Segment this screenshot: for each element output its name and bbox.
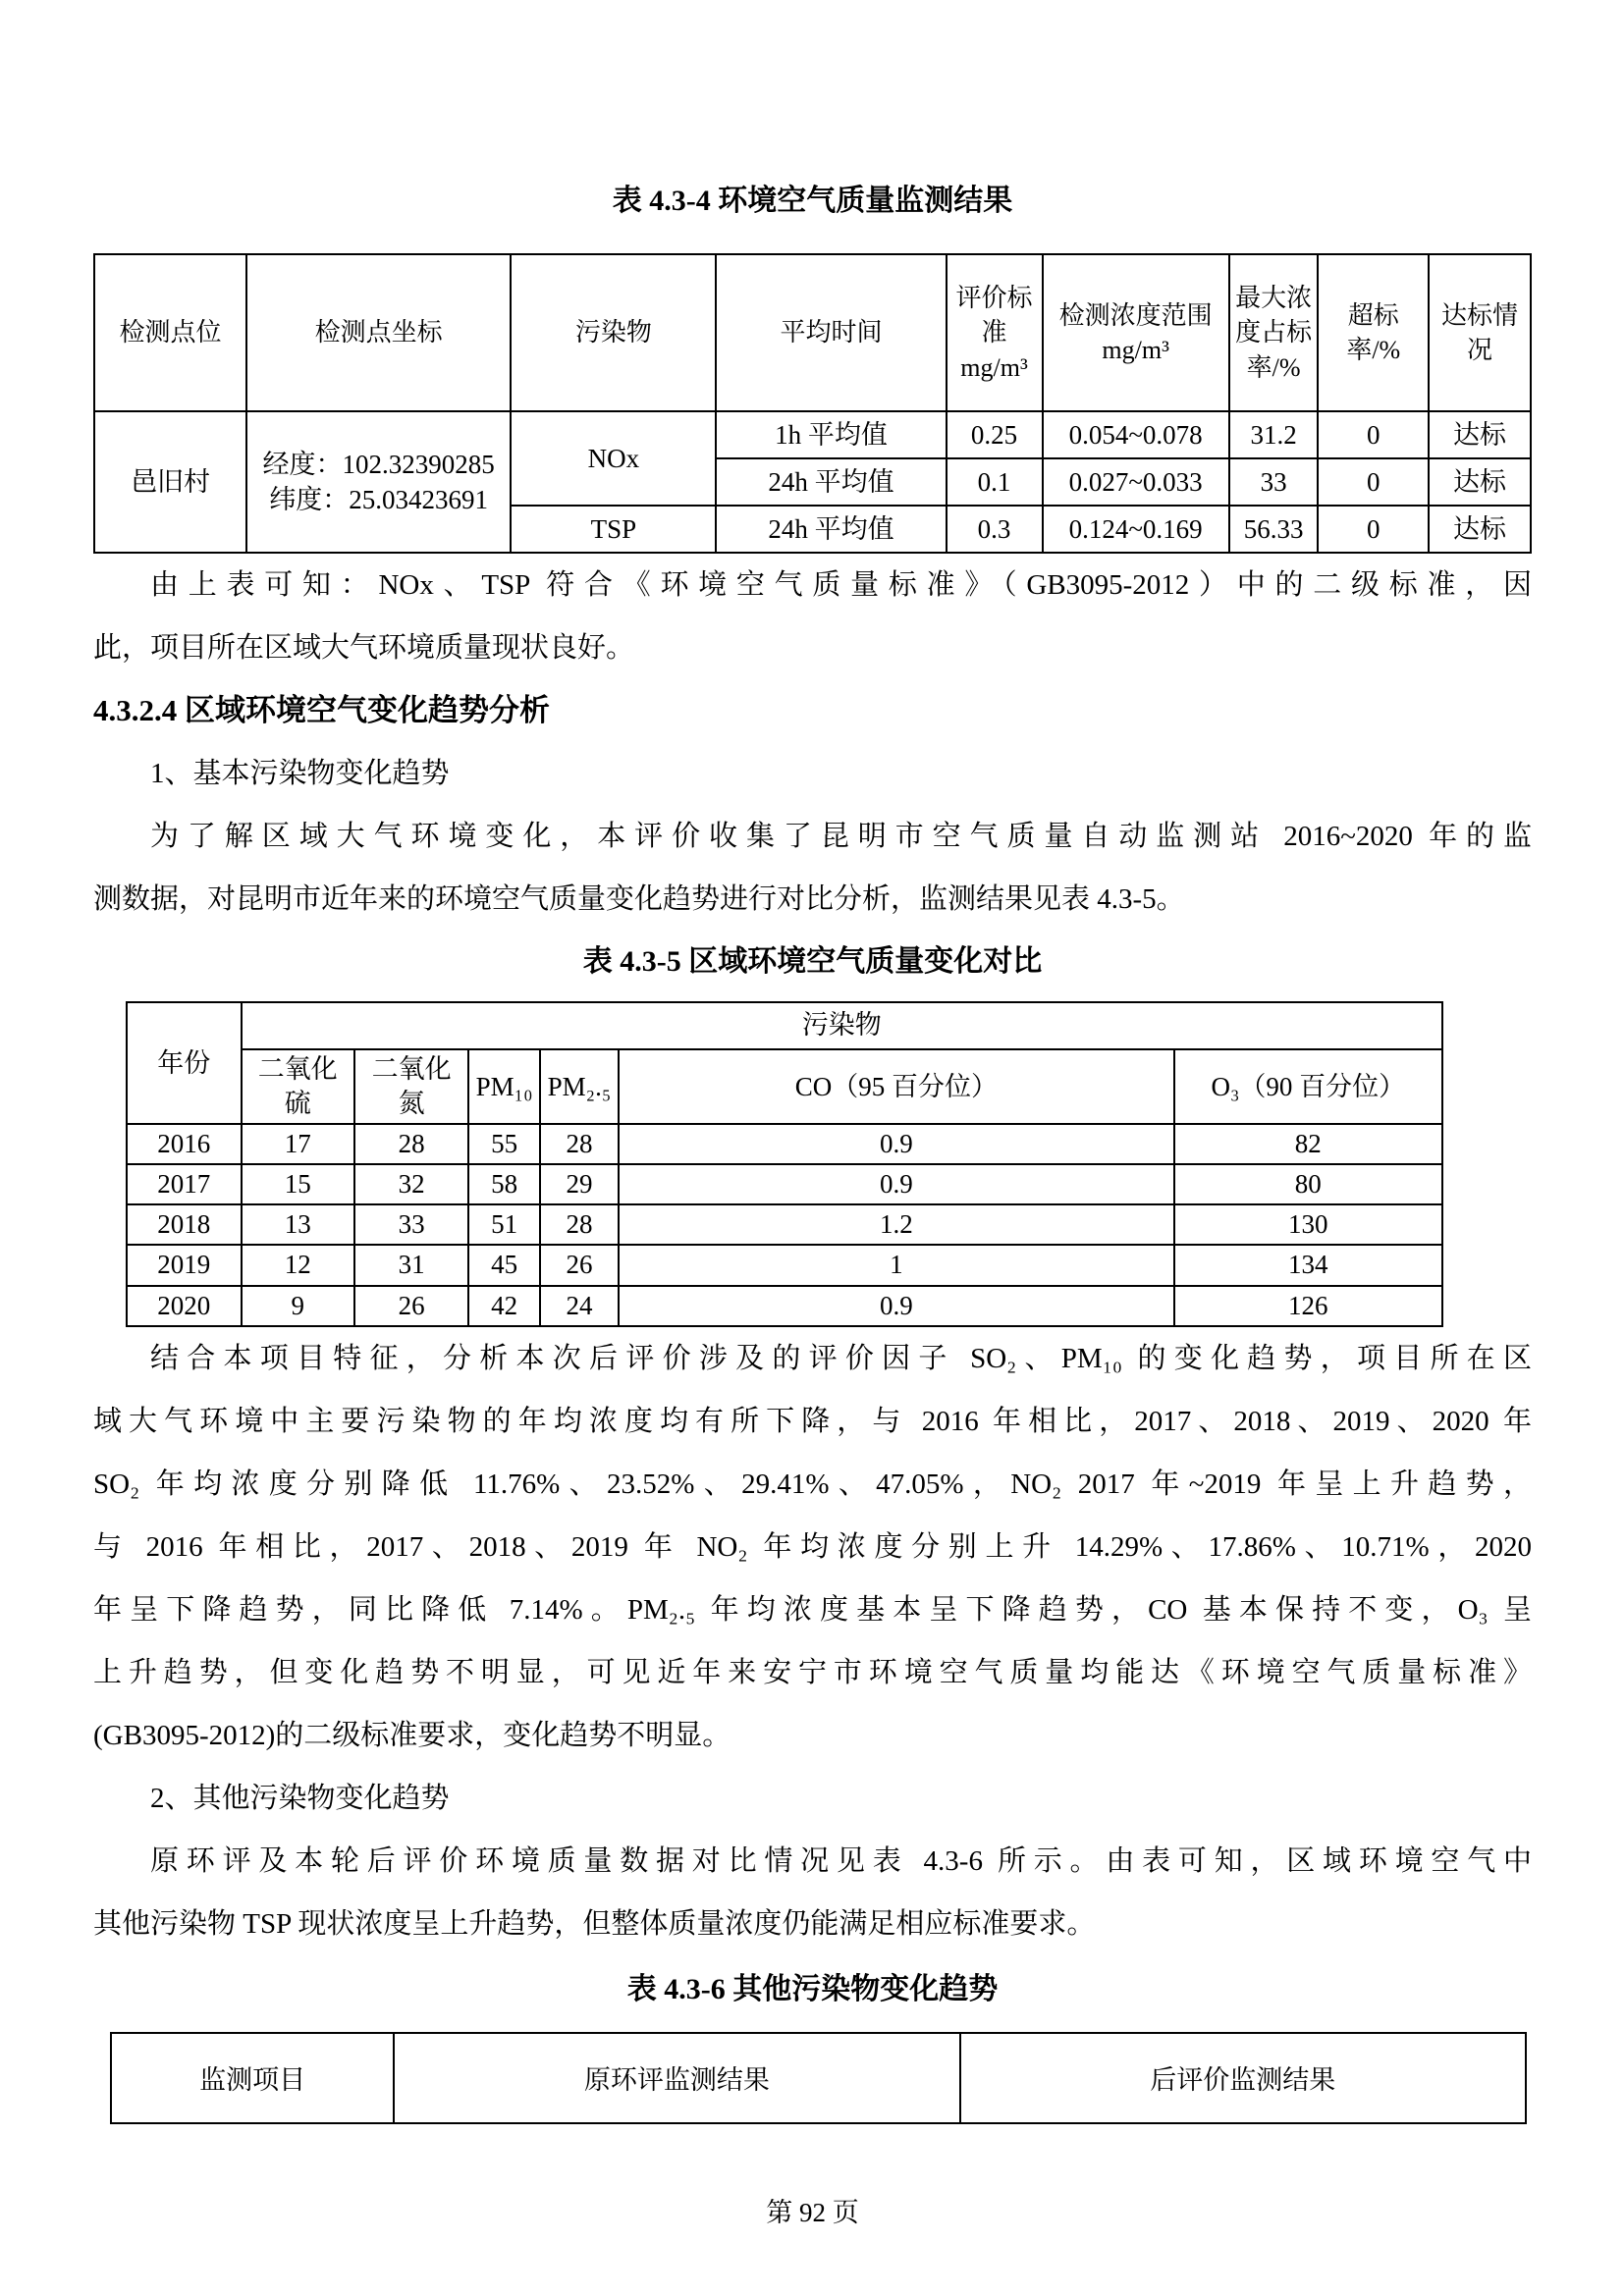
paragraph-intro xyxy=(93,805,1532,931)
header-cell: 污染物 xyxy=(511,254,716,411)
table-cell: 1 xyxy=(619,1245,1173,1285)
table-cell: 33 xyxy=(1229,458,1319,506)
paragraph-line: 其他污染物 TSP 现状浓度呈上升趋势，但整体质量浓度仍能满足相应标准要求。 xyxy=(93,1907,1096,1940)
paragraph-line: 测数据，对昆明市近年来的环境空气质量变化趋势进行对比分析，监测结果见表 4.3-5。 xyxy=(93,883,1185,915)
list-item-title: 2、其他污染物变化趋势 xyxy=(150,1782,450,1814)
table-cell: 45 xyxy=(468,1245,539,1285)
table-row xyxy=(127,1124,1442,1164)
table-row xyxy=(94,411,1531,458)
table-cell: 达标 xyxy=(1429,411,1531,458)
table-cell: 33 xyxy=(354,1204,469,1245)
table1-caption: 表 4.3-4 环境空气质量监测结果 xyxy=(612,185,1013,217)
header-cell: 监测项目 xyxy=(111,2033,394,2123)
table-row xyxy=(127,1204,1442,1245)
table-row xyxy=(127,1286,1442,1326)
table-cell: 达标 xyxy=(1429,506,1531,553)
table-subheader-row xyxy=(127,1049,1442,1124)
table-cell: 51 xyxy=(468,1204,539,1245)
header-cell: 检测浓度范围 mg/m³ xyxy=(1043,254,1229,411)
table-cell: 0 xyxy=(1318,458,1429,506)
paragraph-conclusion xyxy=(93,554,1532,679)
table-cell: 80 xyxy=(1174,1164,1442,1204)
paragraph-line: 域大气环境中主要污染物的年均浓度均有所下降，与 2016 年相比，2017、2018、2019、2020 年 xyxy=(93,1405,1532,1437)
table-cell: 2018 xyxy=(127,1204,242,1245)
paragraph-tsp xyxy=(93,1830,1532,1955)
table-cell: 26 xyxy=(354,1286,469,1326)
paragraph-line: (GB3095-2012)的二级标准要求，变化趋势不明显。 xyxy=(93,1719,731,1751)
table-cell: 2020 xyxy=(127,1286,242,1326)
list-item-title: 1、基本污染物变化趋势 xyxy=(150,758,450,789)
table-cell: 17 xyxy=(242,1124,354,1164)
table-header-row xyxy=(94,254,1531,411)
paragraph-line: 年呈下降趋势，同比降低 7.14%。PM₂.₅ 年均浓度基本呈下降趋势，CO 基本保持不变，O₃ 呈 xyxy=(93,1593,1532,1626)
table-cell: 0.1 xyxy=(947,458,1043,506)
table-cell: 0.9 xyxy=(619,1124,1173,1164)
latitude-value: 纬度：25.03423691 xyxy=(269,485,489,514)
header-cell: 年份 xyxy=(127,1002,242,1124)
header-cell: 最大浓度占标率/% xyxy=(1229,254,1319,411)
table-cell: 130 xyxy=(1174,1204,1442,1245)
table-cell: 126 xyxy=(1174,1286,1442,1326)
table-cell: 28 xyxy=(540,1124,619,1164)
table-cell: 24h 平均值 xyxy=(716,458,946,506)
table-cell: 1.2 xyxy=(619,1204,1173,1245)
table-cell: 1h 平均值 xyxy=(716,411,946,458)
paragraph-line: 为了解区域大气环境变化，本评价收集了昆明市空气质量自动监测站 2016~2020 年的监 xyxy=(150,821,1532,852)
table-cell: 31.2 xyxy=(1229,411,1319,458)
table-cell: 9 xyxy=(242,1286,354,1326)
table-cell: 42 xyxy=(468,1286,539,1326)
air-quality-monitoring-table xyxy=(93,253,1532,554)
table-cell: 58 xyxy=(468,1164,539,1204)
table-row xyxy=(127,1164,1442,1204)
paragraph-line: 与 2016 年相比，2017、2018、2019 年 NO₂ 年均浓度分别上升 14.29%、17.86%、10.71%，2020 xyxy=(93,1530,1532,1563)
table-cell: 24 xyxy=(540,1286,619,1326)
pollutant-cell: NOx xyxy=(511,411,716,506)
header-cell: 平均时间 xyxy=(716,254,946,411)
table-cell: 82 xyxy=(1174,1124,1442,1164)
header-cell: 二氧化氮 xyxy=(354,1049,469,1124)
table-cell: 2017 xyxy=(127,1164,242,1204)
table-cell: 55 xyxy=(468,1124,539,1164)
table-cell: 0 xyxy=(1318,411,1429,458)
longitude-value: 经度：102.32390285 xyxy=(262,449,495,479)
header-cell: 污染物 xyxy=(242,1002,1442,1049)
header-cell: 达标情况 xyxy=(1429,254,1531,411)
table-cell: 0.027~0.033 xyxy=(1043,458,1229,506)
paragraph-line: 由上表可知：NOx、TSP 符合《环境空气质量标准》（GB3095-2012）中的二级标准，因 xyxy=(150,569,1532,601)
site-cell: 邑旧村 xyxy=(94,411,246,553)
header-cell: 检测点坐标 xyxy=(246,254,511,411)
table-cell: 24h 平均值 xyxy=(716,506,946,553)
table-row xyxy=(127,1245,1442,1285)
table-cell: 134 xyxy=(1174,1245,1442,1285)
table-cell: 29 xyxy=(540,1164,619,1204)
table-cell: 28 xyxy=(354,1124,469,1164)
table-cell: 0.3 xyxy=(947,506,1043,553)
header-cell: PM₁₀ xyxy=(468,1049,539,1124)
header-cell: 评价标准 mg/m³ xyxy=(947,254,1043,411)
paragraph-line: 此，项目所在区域大气环境质量现状良好。 xyxy=(93,632,635,664)
table-cell: 13 xyxy=(242,1204,354,1245)
table-cell: 2016 xyxy=(127,1124,242,1164)
coordinates-cell xyxy=(246,411,511,553)
table-cell: 0 xyxy=(1318,506,1429,553)
table-cell: 达标 xyxy=(1429,458,1531,506)
table-cell: 0.25 xyxy=(947,411,1043,458)
table-cell: 15 xyxy=(242,1164,354,1204)
paragraph-analysis xyxy=(93,1327,1532,1767)
table-cell: 32 xyxy=(354,1164,469,1204)
paragraph-line: 结合本项目特征，分析本次后评价涉及的评价因子 SO₂、PM₁₀ 的变化趋势，项目所在区 xyxy=(150,1342,1532,1374)
table2-caption: 表 4.3-5 区域环境空气质量变化对比 xyxy=(582,945,1043,978)
table-cell: 56.33 xyxy=(1229,506,1319,553)
other-pollutant-trend-table xyxy=(110,2032,1527,2124)
header-cell: CO（95 百分位） xyxy=(619,1049,1173,1124)
header-cell: 后评价监测结果 xyxy=(960,2033,1526,2123)
table-cell: 0.9 xyxy=(619,1164,1173,1204)
table-cell: 26 xyxy=(540,1245,619,1285)
paragraph-line: 原环评及本轮后评价环境质量数据对比情况见表 4.3-6 所示。由表可知，区域环境空气中 xyxy=(150,1844,1532,1877)
table-cell: 2019 xyxy=(127,1245,242,1285)
table-header-row xyxy=(111,2033,1526,2123)
header-cell: 检测点位 xyxy=(94,254,246,411)
header-cell: O₃（90 百分位） xyxy=(1174,1049,1442,1124)
page-number: 第 92 页 xyxy=(766,2197,859,2227)
section-heading: 4.3.2.4 区域环境空气变化趋势分析 xyxy=(93,693,550,727)
pollutant-cell: TSP xyxy=(511,506,716,553)
paragraph-line: SO₂ 年均浓度分别降低 11.76%、23.52%、29.41%、47.05%，NO₂ 2017 年~2019 年呈上升趋势， xyxy=(93,1468,1532,1500)
header-cell: PM₂.₅ xyxy=(540,1049,619,1124)
air-quality-trend-table xyxy=(126,1001,1443,1327)
header-cell: 原环评监测结果 xyxy=(394,2033,959,2123)
table-cell: 0.9 xyxy=(619,1286,1173,1326)
paragraph-line: 上升趋势，但变化趋势不明显，可见近年来安宁市环境空气质量均能达《环境空气质量标准》 xyxy=(93,1656,1532,1688)
table-cell: 0.054~0.078 xyxy=(1043,411,1229,458)
table-header-row xyxy=(127,1002,1442,1049)
header-cell: 超标率/% xyxy=(1318,254,1429,411)
header-cell: 二氧化硫 xyxy=(242,1049,354,1124)
table-cell: 0.124~0.169 xyxy=(1043,506,1229,553)
table-cell: 12 xyxy=(242,1245,354,1285)
table-cell: 28 xyxy=(540,1204,619,1245)
table3-caption: 表 4.3-6 其他污染物变化趋势 xyxy=(626,1972,999,2005)
table-cell: 31 xyxy=(354,1245,469,1285)
